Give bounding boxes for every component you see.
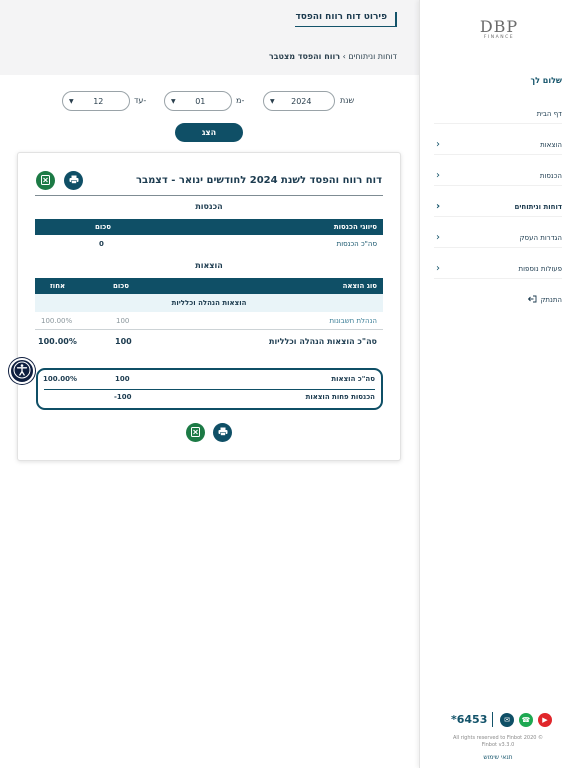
breadcrumb-current: רווח והפסד מצטבר [268,52,341,61]
sidebar-item-label: הכנסות [539,171,562,180]
group-total-amount: 100 [115,337,132,346]
print-button[interactable] [64,171,83,190]
group-total-label: סה"כ הוצאות הנהלה וכלליות [269,337,377,346]
income-amount-header: סכום [95,223,111,231]
expenses-table-header [35,278,383,294]
chevron-down-icon: ▼ [69,97,74,105]
sidebar-item-label: התנתק [540,296,562,304]
expense-amount-header: סכום [113,282,129,290]
expense-type-header: סוג הוצאה [342,282,377,290]
filters-bar [0,91,419,111]
accessibility-button[interactable] [9,358,35,384]
year-label: שנת [340,96,355,105]
year-select[interactable]: ▼ 2024 [263,91,335,111]
print-button-bottom[interactable] [213,423,232,442]
brand-logo[interactable]: DBP FINANCE [479,17,519,40]
income-table-header [35,219,383,235]
expense-row-percent: 100.00% [41,317,73,325]
sidebar-item-label: הוצאות [540,140,562,149]
accessibility-icon [13,361,31,381]
chevron-left-icon: ‹ [436,232,440,243]
email-icon[interactable]: ✉ [500,713,514,727]
group-total-percent: 100.00% [38,337,77,346]
contact-divider [492,712,493,727]
net-label: הכנסות פחות הוצאות [305,393,375,401]
expenses-section-title: הוצאות [195,261,223,270]
export-excel-button[interactable] [36,171,55,190]
total-expenses-percent: 100.00% [43,375,78,383]
to-label: עד- [134,96,147,105]
income-total-value: 0 [99,240,104,248]
income-section-title: הכנסות [195,202,223,211]
terms-link[interactable]: תנאי שימוש [483,754,513,761]
youtube-icon[interactable]: ▶ [538,713,552,727]
table-row[interactable] [35,312,383,330]
sidebar-item-home[interactable] [434,104,562,124]
sidebar-item-income[interactable] [434,166,562,186]
logout-icon [528,295,537,305]
from-month-select[interactable]: ▼ 01 [164,91,232,111]
expense-group-total-row [35,333,383,351]
version: Finbot v3.3.0 [481,742,515,748]
summary-divider [44,389,375,390]
summary-box [36,368,383,410]
sidebar-item-label: דוחות וניתוחים [514,202,562,211]
total-expenses-label: סה"כ הוצאות [331,375,375,383]
from-label: מ- [236,96,245,105]
chevron-left-icon: ‹ [435,201,441,212]
sidebar [419,0,576,768]
export-excel-button-bottom[interactable] [186,423,205,442]
contact-row [420,712,576,728]
excel-icon [191,427,200,439]
show-button[interactable]: הצג [175,123,243,142]
expense-row-name: הנהלת חשבונות [329,317,377,325]
chevron-down-icon: ▼ [270,97,275,105]
phone-number[interactable]: *6453 [451,713,488,726]
income-total-label: סה"כ הכנסות [336,240,377,248]
copyright: All rights reserved to Finbot 2020 © [452,735,544,741]
income-total-row [35,235,383,253]
sidebar-item-more-actions[interactable] [434,259,562,279]
sidebar-item-reports[interactable] [434,197,562,217]
chevron-down-icon: ▼ [171,97,176,105]
report-card [17,152,401,461]
sidebar-item-business-settings[interactable] [434,228,562,248]
sidebar-item-logout[interactable] [434,290,562,310]
printer-icon [69,175,79,186]
chevron-left-icon: ‹ [436,170,440,181]
sidebar-item-expenses[interactable] [434,135,562,155]
net-amount: -100 [114,393,132,401]
sidebar-item-label: הגדרות העסק [519,233,562,242]
income-category-header: סיווגי הכנסות [333,223,377,231]
excel-icon [41,175,50,187]
printer-icon [218,427,228,438]
chevron-left-icon: ‹ [436,139,440,150]
whatsapp-icon[interactable]: ☎ [519,713,533,727]
page-title: פירוט דוח רווח והפסד [295,12,397,27]
total-expenses-amount: 100 [115,375,130,383]
to-month-select[interactable]: ▼ 12 [62,91,130,111]
expense-percent-header: אחוז [50,282,66,290]
title-divider [35,195,383,196]
greeting: שלום לך [530,76,562,85]
breadcrumb-parent[interactable]: דוחות וניתוחים [348,52,397,61]
report-title: דוח רווח והפסד לשנת 2024 לחודשים ינואר - דצמבר [135,175,382,186]
expense-row-amount: 100 [116,317,130,325]
breadcrumb [269,52,397,61]
chevron-left-icon: ‹ [436,263,440,274]
breadcrumb-separator: › [342,52,346,61]
expense-group-row: הוצאות הנהלה וכלליות [35,294,383,312]
sidebar-item-label: פעולות נוספות [518,264,562,273]
sidebar-item-label: דף הבית [536,109,562,118]
